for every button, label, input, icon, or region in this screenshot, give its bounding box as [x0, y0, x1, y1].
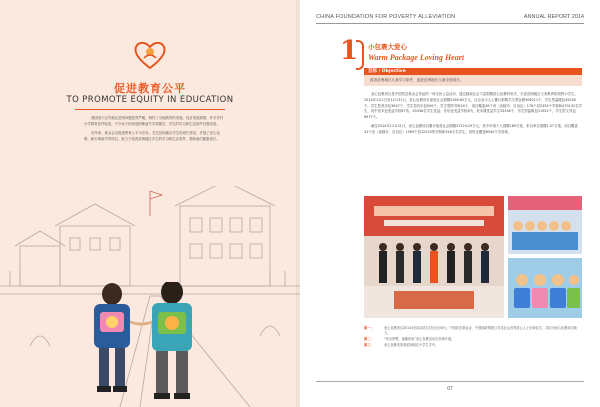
body-paragraph: 爱心包裹项目是中国扶贫基金会发起的一项全民公益活动，通过邮政社会力量捐赠爱心包裹的形式，关爱贫困地区义务教育阶段的小学生。2014年1月1日至12月31日，爱心包裹项目接受社会捐赠5196.65万元，社会参与人士累计捐购学生型包裹306211个，学生型温暖包45200个，学生型美术包3647个，学生型音乐包500个，学生型图书角54个，项目覆盖28个省（直辖市、自治区）176个县2354个学校和479132名学生，其中美术包受益学校87所，33336名学生受益；音乐包受益学校2所，美术课受益学生33336个，学生型温暖包11552个，学生型文具包8977个。 [364, 92, 582, 120]
section-bracket [356, 40, 364, 70]
photo-captions [364, 326, 582, 349]
page-number: 07 [447, 386, 453, 392]
section-title-cn: 小包裹大爱心 [368, 43, 407, 51]
photo-student-group [508, 196, 582, 254]
section-number: 1 [340, 36, 359, 66]
caption-item [364, 343, 582, 348]
intro-text [84, 115, 224, 145]
caption-item [364, 326, 582, 336]
running-header-report: ANNUAL REPORT 2014 [523, 14, 584, 20]
event-photo-collage [364, 196, 582, 318]
title-divider [75, 109, 225, 110]
page-title-cn: 促进教育公平 [114, 82, 186, 95]
footer-rule [316, 381, 584, 382]
photo-children-with-packages [508, 258, 582, 318]
caption-text: “快乐梦想，童趣体验”爱心包裹活动在各地开展。 [384, 337, 455, 341]
foundation-heart-logo-icon [132, 38, 168, 70]
header-rule [316, 23, 584, 24]
section-title-en: Warm Package Loving Heart [368, 53, 465, 62]
body-paragraph: 截至2014年12月31日，爱心包裹项目累计接受社会捐赠37224.29万元，其中申请个人捐赠189万笔，来自单位捐赠1.57万笔，项目覆盖31个省（直辖市、自治区）1565个县12515所学校和316万名学生，同时还覆盖6540个学前班。 [364, 123, 578, 134]
photo-launch-ceremony [364, 196, 504, 318]
running-header-org: CHINA FOUNDATION FOR POVERTY ALLEVIATION [316, 14, 456, 20]
objective-label: 目标 / Objective [364, 68, 582, 75]
page-title-en: TO PROMOTE EQUITY IN EDUCATION [66, 95, 234, 105]
caption-label: 图一： [364, 326, 374, 330]
intro-paragraph: 我国老少边穷地区贫困问题依然严峻，制约了当地教育的发展。经济发展滞缓，许多乡村小学教育条件较差，不少孩子因家庭困难而失学或辍学，学生的学习和生活条件仍需改善。 [84, 116, 224, 127]
caption-label: 图三： [364, 343, 374, 347]
intro-paragraph: 近年来，基金会以促进教育公平为宗旨，关注贫困地区学生的成长需求，开展了爱心包裹、新长城助学等项目，致力于改善贫困地区学生的学习和生活条件，帮助他们健康成长。 [84, 130, 220, 142]
objective-text: 改善贫困地区儿童学习条件，促进贫困地区儿童全面成长。 [364, 75, 582, 86]
caption-label: 图二： [364, 337, 374, 341]
right-page [300, 0, 600, 407]
caption-item [364, 337, 582, 342]
caption-text: 爱心包裹发放到贫困地区小学生手中。 [384, 343, 439, 347]
children-with-backpacks-illustration [72, 282, 222, 407]
body-text [364, 92, 582, 139]
caption-text: 爱心包裹项目2014全国启动仪式在北京举行。中国扶贫基金会、中国邮政集团公司及社会各界爱心人士出席仪式，共同为爱心包裹项目助力。 [384, 326, 577, 335]
